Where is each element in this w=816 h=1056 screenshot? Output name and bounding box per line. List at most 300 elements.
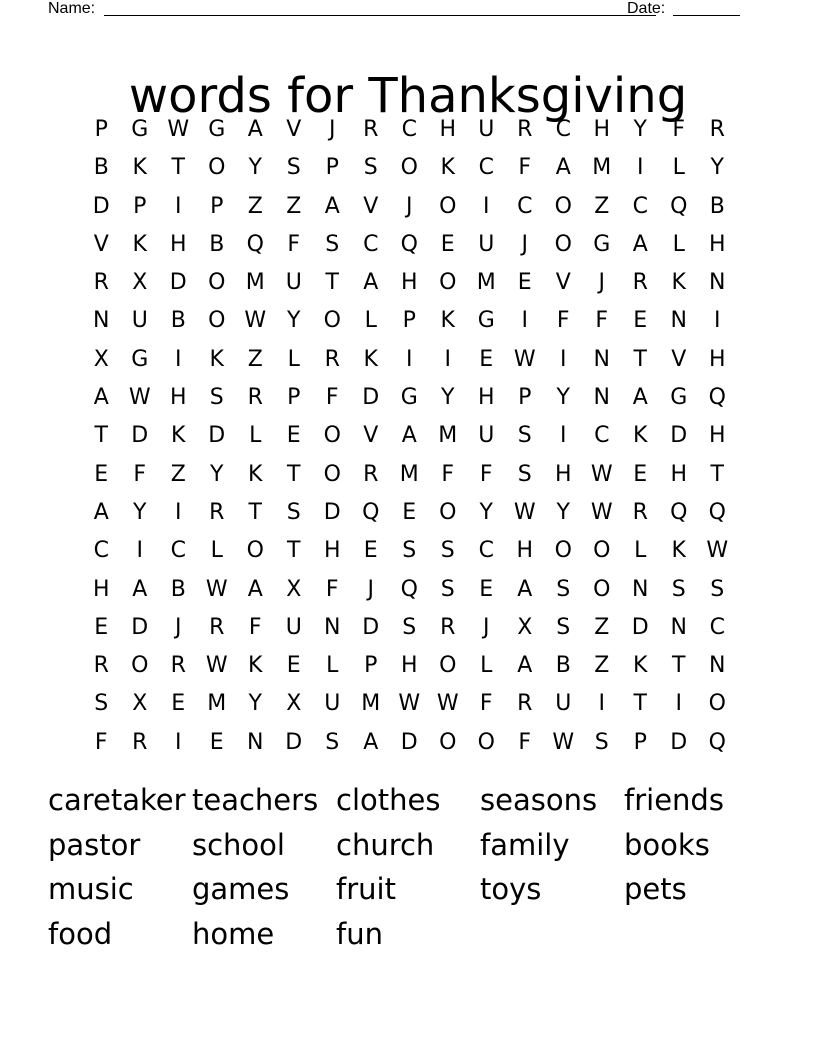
grid-cell: K: [132, 231, 147, 257]
grid-cell: G: [593, 231, 611, 257]
grid-cell: R: [517, 117, 533, 142]
word-list-item: church: [336, 827, 435, 862]
grid-cell: O: [554, 538, 572, 564]
grid-cell: K: [671, 270, 686, 296]
grid-cell: D: [323, 499, 341, 525]
grid-cell: E: [633, 461, 648, 487]
grid-cell: C: [709, 614, 725, 640]
grid-cell: R: [209, 614, 225, 640]
grid-cell: O: [439, 729, 457, 755]
grid-cell: K: [132, 155, 147, 181]
grid-cell: Q: [708, 499, 726, 525]
grid-cell: N: [709, 653, 726, 679]
grid-cell: C: [363, 231, 379, 257]
grid-cell: W: [590, 461, 613, 487]
grid-cell: S: [325, 729, 340, 755]
grid-cell: H: [708, 231, 726, 257]
word-list-item: caretaker: [48, 783, 186, 817]
grid-cell: B: [209, 231, 225, 257]
grid-cell: L: [326, 653, 339, 679]
grid-cell: I: [175, 346, 182, 372]
grid-cell: I: [598, 691, 605, 717]
grid-cell: Q: [708, 729, 726, 755]
grid-cell: I: [483, 193, 490, 219]
grid-cell: G: [131, 346, 149, 372]
word-list-item: games: [192, 872, 290, 907]
grid-cell: G: [477, 308, 495, 334]
grid-cell: E: [440, 231, 455, 257]
grid-cell: E: [363, 538, 378, 564]
grid-cell: W: [590, 499, 613, 525]
grid-cell: X: [286, 691, 302, 717]
grid-cell: T: [171, 155, 185, 181]
grid-cell: X: [132, 270, 148, 296]
grid-cell: J: [483, 614, 490, 640]
grid-cell: S: [556, 576, 571, 602]
grid-cell: O: [477, 729, 495, 755]
grid-cell: O: [208, 155, 226, 181]
grid-cell: V: [555, 270, 571, 296]
grid-cell: Z: [594, 614, 610, 640]
grid-cell: S: [556, 614, 571, 640]
grid-cell: I: [175, 729, 182, 755]
grid-cell: I: [560, 423, 567, 449]
grid-cell: U: [131, 308, 148, 334]
grid-cell: Q: [400, 576, 418, 602]
grid-cell: C: [632, 193, 648, 219]
grid-cell: B: [170, 308, 186, 334]
grid-cell: T: [672, 653, 686, 679]
grid-cell: S: [402, 614, 417, 640]
grid-cell: D: [92, 193, 110, 219]
grid-cell: L: [634, 538, 647, 564]
grid-cell: K: [633, 653, 648, 679]
grid-cell: L: [249, 423, 262, 449]
grid-cell: X: [286, 576, 302, 602]
grid-cell: F: [94, 729, 108, 755]
grid-cell: K: [363, 346, 378, 372]
grid-cell: O: [208, 270, 226, 296]
grid-cell: Y: [133, 499, 147, 525]
grid-cell: W: [205, 576, 228, 602]
grid-cell: D: [131, 614, 149, 640]
grid-cell: M: [438, 423, 458, 449]
grid-cell: K: [248, 653, 263, 679]
grid-cell: G: [208, 117, 226, 142]
grid-cell: A: [632, 385, 648, 411]
grid-cell: U: [478, 423, 495, 449]
grid-cell: O: [323, 423, 341, 449]
grid-cell: H: [169, 385, 187, 411]
grid-cell: C: [93, 538, 109, 564]
grid-cell: V: [671, 346, 687, 372]
grid-cell: M: [476, 270, 496, 296]
grid-cell: F: [672, 117, 686, 142]
grid-cell: G: [670, 385, 688, 411]
grid-cell: Y: [248, 155, 262, 181]
grid-cell: Z: [286, 193, 302, 219]
grid-cell: I: [637, 155, 644, 181]
grid-cell: H: [670, 461, 688, 487]
grid-cell: K: [209, 346, 224, 372]
grid-cell: A: [247, 576, 263, 602]
grid-cell: P: [210, 193, 224, 219]
grid-cell: R: [363, 461, 379, 487]
grid-cell: F: [595, 308, 609, 334]
grid-cell: F: [133, 461, 147, 487]
word-list-item: clothes: [336, 783, 441, 817]
grid-cell: U: [285, 614, 302, 640]
grid-cell: C: [517, 193, 533, 219]
grid-cell: M: [592, 155, 612, 181]
grid-cell: R: [363, 117, 379, 142]
grid-cell: L: [364, 308, 377, 334]
grid-cell: P: [633, 729, 647, 755]
grid-cell: E: [286, 653, 301, 679]
grid-cell: Y: [479, 499, 493, 525]
grid-cell: O: [554, 231, 572, 257]
grid-cell: O: [131, 653, 149, 679]
grid-cell: E: [517, 270, 532, 296]
grid-cell: A: [363, 729, 379, 755]
grid-cell: L: [287, 346, 300, 372]
grid-cell: D: [208, 423, 226, 449]
word-list-item: fun: [336, 917, 383, 952]
grid-cell: Q: [362, 499, 380, 525]
grid-cell: W: [552, 729, 575, 755]
grid-cell: S: [671, 576, 686, 602]
grid-cell: O: [593, 538, 611, 564]
grid-cell: R: [170, 653, 186, 679]
grid-cell: N: [670, 308, 687, 334]
grid-cell: Z: [594, 653, 610, 679]
grid-cell: O: [554, 193, 572, 219]
grid-cell: A: [324, 193, 340, 219]
word-list-item: music: [48, 872, 134, 907]
grid-cell: A: [93, 385, 109, 411]
grid-cell: O: [439, 499, 457, 525]
name-line: [104, 15, 656, 16]
grid-cell: P: [518, 385, 532, 411]
grid-cell: M: [207, 691, 227, 717]
grid-cell: P: [402, 308, 416, 334]
word-list-item: teachers: [192, 783, 319, 817]
grid-cell: Q: [246, 231, 264, 257]
grid-cell: E: [402, 499, 417, 525]
grid-cell: Y: [633, 117, 647, 142]
grid-cell: I: [175, 193, 182, 219]
grid-cell: K: [440, 155, 455, 181]
grid-cell: C: [478, 538, 494, 564]
grid-cell: X: [132, 691, 148, 717]
date-line: [673, 15, 740, 16]
grid-cell: J: [598, 270, 605, 296]
grid-cell: I: [560, 346, 567, 372]
word-list-item: fruit: [336, 872, 396, 907]
grid-cell: O: [439, 270, 457, 296]
grid-cell: H: [516, 538, 534, 564]
grid-cell: I: [521, 308, 528, 334]
grid-cell: R: [132, 729, 148, 755]
grid-cell: T: [710, 461, 724, 487]
grid-cell: D: [670, 423, 688, 449]
grid-cell: W: [513, 346, 536, 372]
grid-cell: M: [399, 461, 419, 487]
grid-cell: F: [441, 461, 455, 487]
grid-cell: Y: [556, 499, 570, 525]
grid-cell: T: [325, 270, 339, 296]
word-list-item: seasons: [480, 783, 598, 817]
grid-cell: S: [594, 729, 609, 755]
grid-cell: O: [593, 576, 611, 602]
grid-cell: P: [133, 193, 147, 219]
grid-cell: O: [323, 308, 341, 334]
grid-cell: E: [209, 729, 224, 755]
word-list-item: food: [48, 917, 113, 952]
grid-cell: D: [670, 729, 688, 755]
grid-cell: J: [521, 231, 528, 257]
grid-cell: W: [167, 117, 190, 142]
word-list-item: pets: [624, 872, 687, 907]
grid-cell: Z: [170, 461, 186, 487]
grid-cell: N: [324, 614, 341, 640]
grid-cell: R: [440, 614, 456, 640]
grid-cell: F: [518, 729, 532, 755]
grid-cell: H: [439, 117, 457, 142]
grid-cell: O: [323, 461, 341, 487]
letter-grid: [82, 111, 737, 762]
grid-cell: Y: [441, 385, 455, 411]
grid-cell: R: [709, 117, 725, 142]
grid-cell: R: [632, 270, 648, 296]
grid-cell: E: [479, 346, 494, 372]
grid-cell: R: [517, 691, 533, 717]
grid-cell: Q: [400, 231, 418, 257]
grid-cell: S: [325, 231, 340, 257]
grid-cell: P: [287, 385, 301, 411]
grid-cell: C: [478, 155, 494, 181]
grid-cell: N: [593, 346, 610, 372]
grid-cell: T: [287, 538, 301, 564]
grid-cell: W: [128, 385, 151, 411]
grid-cell: Z: [247, 193, 263, 219]
grid-cell: I: [136, 538, 143, 564]
grid-cell: D: [169, 270, 187, 296]
word-list: [48, 778, 768, 957]
grid-cell: U: [478, 117, 495, 142]
grid-cell: S: [209, 385, 224, 411]
grid-cell: B: [93, 155, 109, 181]
grid-cell: J: [367, 576, 374, 602]
grid-cell: P: [364, 653, 378, 679]
grid-cell: R: [93, 270, 109, 296]
grid-cell: T: [287, 461, 301, 487]
grid-cell: Y: [248, 691, 262, 717]
grid-cell: F: [325, 576, 339, 602]
grid-cell: A: [132, 576, 148, 602]
grid-cell: S: [286, 499, 301, 525]
grid-cell: P: [94, 117, 108, 142]
grid-cell: G: [400, 385, 418, 411]
grid-cell: W: [244, 308, 267, 334]
grid-cell: K: [671, 538, 686, 564]
grid-cell: D: [362, 385, 380, 411]
grid-cell: E: [171, 691, 186, 717]
grid-cell: O: [439, 193, 457, 219]
grid-cell: Q: [708, 385, 726, 411]
grid-cell: S: [710, 576, 725, 602]
grid-cell: S: [517, 461, 532, 487]
grid-cell: B: [709, 193, 725, 219]
grid-cell: N: [632, 576, 649, 602]
grid-cell: N: [670, 614, 687, 640]
grid-cell: Z: [247, 346, 263, 372]
grid-cell: R: [93, 653, 109, 679]
grid-cell: A: [247, 117, 263, 142]
grid-cell: D: [631, 614, 649, 640]
grid-cell: L: [210, 538, 223, 564]
grid-cell: S: [286, 155, 301, 181]
word-list-item: pastor: [48, 827, 141, 862]
grid-cell: O: [400, 155, 418, 181]
grid-cell: O: [708, 691, 726, 717]
grid-cell: V: [363, 193, 379, 219]
grid-cell: E: [94, 461, 109, 487]
grid-cell: E: [633, 308, 648, 334]
grid-cell: A: [517, 576, 533, 602]
grid-cell: K: [171, 423, 186, 449]
header: [48, 0, 740, 20]
grid-cell: H: [554, 461, 572, 487]
grid-cell: I: [714, 308, 721, 334]
grid-cell: S: [517, 423, 532, 449]
grid-cell: H: [477, 385, 495, 411]
grid-cell: M: [245, 270, 265, 296]
grid-cell: K: [248, 461, 263, 487]
grid-cell: O: [439, 653, 457, 679]
grid-cell: P: [325, 155, 339, 181]
grid-cell: H: [400, 270, 418, 296]
grid-cell: W: [205, 653, 228, 679]
grid-cell: F: [479, 691, 493, 717]
grid-cell: V: [363, 423, 379, 449]
word-list-item: home: [192, 917, 275, 952]
grid-cell: B: [170, 576, 186, 602]
word-list-item: school: [192, 827, 285, 862]
grid-cell: N: [593, 385, 610, 411]
grid-cell: K: [440, 308, 455, 334]
word-list-item: books: [624, 827, 710, 862]
grid-cell: I: [675, 691, 682, 717]
grid-cell: C: [555, 117, 571, 142]
grid-cell: J: [175, 614, 182, 640]
grid-cell: I: [406, 346, 413, 372]
grid-cell: F: [556, 308, 570, 334]
grid-cell: O: [246, 538, 264, 564]
grid-cell: T: [633, 346, 647, 372]
grid-cell: A: [93, 499, 109, 525]
grid-cell: L: [480, 653, 493, 679]
grid-cell: D: [285, 729, 303, 755]
grid-cell: Y: [710, 155, 724, 181]
grid-cell: Y: [210, 461, 224, 487]
grid-cell: W: [513, 499, 536, 525]
grid-cell: N: [709, 270, 726, 296]
grid-cell: H: [92, 576, 110, 602]
grid-cell: R: [247, 385, 263, 411]
grid-cell: X: [93, 346, 109, 372]
grid-cell: T: [248, 499, 262, 525]
grid-cell: V: [286, 117, 302, 142]
grid-cell: F: [287, 231, 301, 257]
grid-cell: D: [400, 729, 418, 755]
grid-cell: E: [479, 576, 494, 602]
word-list-item: friends: [624, 783, 724, 817]
grid-cell: A: [401, 423, 417, 449]
grid-cell: F: [479, 461, 493, 487]
grid-cell: S: [363, 155, 378, 181]
grid-cell: H: [400, 653, 418, 679]
grid-cell: C: [401, 117, 417, 142]
grid-cell: V: [93, 231, 109, 257]
grid-cell: H: [708, 346, 726, 372]
grid-cell: H: [593, 117, 611, 142]
page-title: words for Thanksgiving: [128, 68, 688, 125]
grid-cell: T: [94, 423, 108, 449]
grid-cell: X: [517, 614, 533, 640]
grid-cell: C: [594, 423, 610, 449]
grid-cell: W: [706, 538, 729, 564]
grid-cell: E: [286, 423, 301, 449]
grid-cell: Z: [594, 193, 610, 219]
grid-cell: U: [478, 231, 495, 257]
grid-cell: L: [672, 155, 685, 181]
grid-cell: R: [632, 499, 648, 525]
grid-cell: G: [131, 117, 149, 142]
grid-cell: A: [632, 231, 648, 257]
grid-cell: S: [440, 538, 455, 564]
grid-cell: Q: [670, 193, 688, 219]
grid-cell: R: [324, 346, 340, 372]
grid-cell: R: [209, 499, 225, 525]
grid-cell: Q: [670, 499, 688, 525]
name-label: Name:: [48, 0, 96, 17]
grid-cell: S: [94, 691, 109, 717]
word-list-item: family: [480, 827, 570, 862]
grid-cell: F: [325, 385, 339, 411]
grid-cell: U: [285, 270, 302, 296]
grid-cell: A: [555, 155, 571, 181]
grid-cell: T: [633, 691, 647, 717]
grid-cell: S: [440, 576, 455, 602]
grid-cell: Y: [556, 385, 570, 411]
grid-cell: A: [363, 270, 379, 296]
grid-cell: C: [170, 538, 186, 564]
grid-cell: E: [94, 614, 109, 640]
grid-cell: B: [555, 653, 571, 679]
grid-cell: I: [444, 346, 451, 372]
grid-cell: H: [708, 423, 726, 449]
grid-cell: F: [248, 614, 262, 640]
word-list-item: toys: [480, 872, 542, 907]
grid-cell: W: [436, 691, 459, 717]
grid-cell: K: [633, 423, 648, 449]
grid-cell: N: [93, 308, 110, 334]
grid-cell: D: [131, 423, 149, 449]
grid-cell: L: [672, 231, 685, 257]
grid-cell: W: [398, 691, 421, 717]
grid-cell: J: [406, 193, 413, 219]
